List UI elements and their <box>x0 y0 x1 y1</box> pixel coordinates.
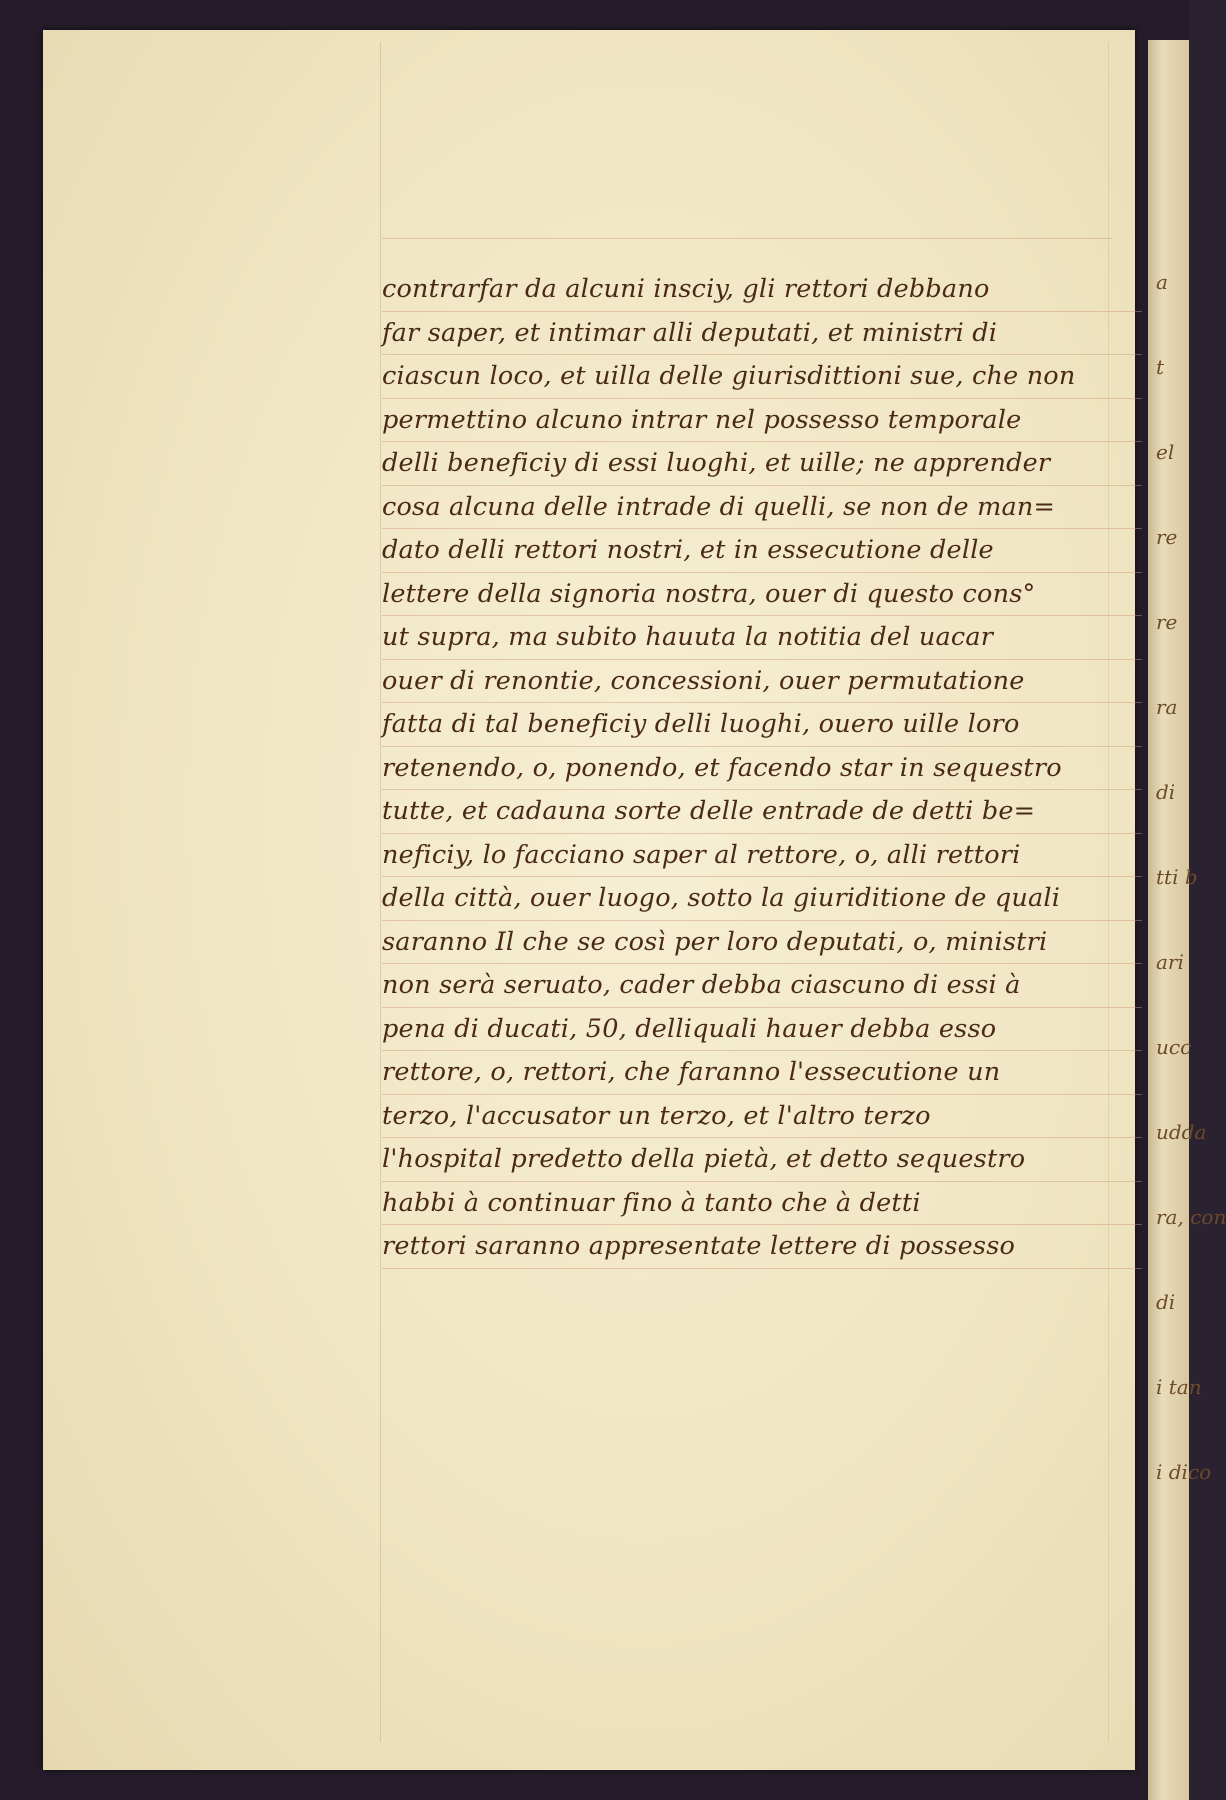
edge-fragment: i dico <box>1156 1460 1212 1484</box>
text-line: cosa alcuna delle intrade di quelli, se non de man= <box>382 486 1142 530</box>
edge-fragment: udda <box>1156 1120 1207 1144</box>
edge-fragment: ra, con <box>1156 1205 1226 1229</box>
text-line: terzo, l'accusator un terzo, et l'altro terzo <box>382 1095 1142 1139</box>
edge-fragment: ari <box>1156 950 1184 974</box>
fold-line <box>380 42 381 1742</box>
top-ruled-line <box>382 238 1112 239</box>
edge-fragment: ucc <box>1156 1035 1192 1059</box>
text-line: fatta di tal beneficiy delli luoghi, ouero uille loro <box>382 703 1142 747</box>
text-line: ouer di renontie, concessioni, ouer permutatione <box>382 660 1142 704</box>
text-line: delli beneficiy di essi luoghi, et uille; ne apprender <box>382 442 1142 486</box>
text-line: habbi à continuar fino à tanto che à detti <box>382 1182 1142 1226</box>
text-line: tutte, et cadauna sorte delle entrade de detti be= <box>382 790 1142 834</box>
text-line: pena di ducati, 50, delliquali hauer debba esso <box>382 1008 1142 1052</box>
edge-fragment: di <box>1156 780 1176 804</box>
text-line: ciascun loco, et uilla delle giurisdittioni sue, che non <box>382 355 1142 399</box>
text-line: rettore, o, rettori, che faranno l'essecutione un <box>382 1051 1142 1095</box>
edge-fragment: el <box>1156 440 1175 464</box>
text-line: l'hospital predetto della pietà, et detto sequestro <box>382 1138 1142 1182</box>
text-line: rettori saranno appresentate lettere di possesso <box>382 1225 1142 1269</box>
text-line: ut supra, ma subito hauuta la notitia del uacar <box>382 616 1142 660</box>
text-line: della città, ouer luogo, sotto la giuriditione de quali <box>382 877 1142 921</box>
text-line: contrarfar da alcuni insciy, gli rettori debbano <box>382 268 1142 312</box>
handwritten-text-block <box>382 268 1142 1269</box>
edge-fragment: re <box>1156 525 1178 549</box>
edge-fragment: re <box>1156 610 1178 634</box>
text-line: neficiy, lo facciano saper al rettore, o, alli rettori <box>382 834 1142 878</box>
text-line: far saper, et intimar alli deputati, et ministri di <box>382 312 1142 356</box>
edge-fragment: di <box>1156 1290 1176 1314</box>
edge-fragment: ra <box>1156 695 1178 719</box>
text-line: lettere della signoria nostra, ouer di questo cons° <box>382 573 1142 617</box>
text-line: saranno Il che se così per loro deputati, o, ministri <box>382 921 1142 965</box>
edge-fragment: t <box>1156 355 1165 379</box>
text-line: dato delli rettori nostri, et in essecutione delle <box>382 529 1142 573</box>
edge-fragment: a <box>1156 270 1168 294</box>
text-line: retenendo, o, ponendo, et facendo star in sequestro <box>382 747 1142 791</box>
text-line: permettino alcuno intrar nel possesso temporale <box>382 399 1142 443</box>
edge-fragment: tti b <box>1156 865 1198 889</box>
text-line: non serà seruato, cader debba ciascuno di essi à <box>382 964 1142 1008</box>
edge-fragment: i tan <box>1156 1375 1202 1399</box>
